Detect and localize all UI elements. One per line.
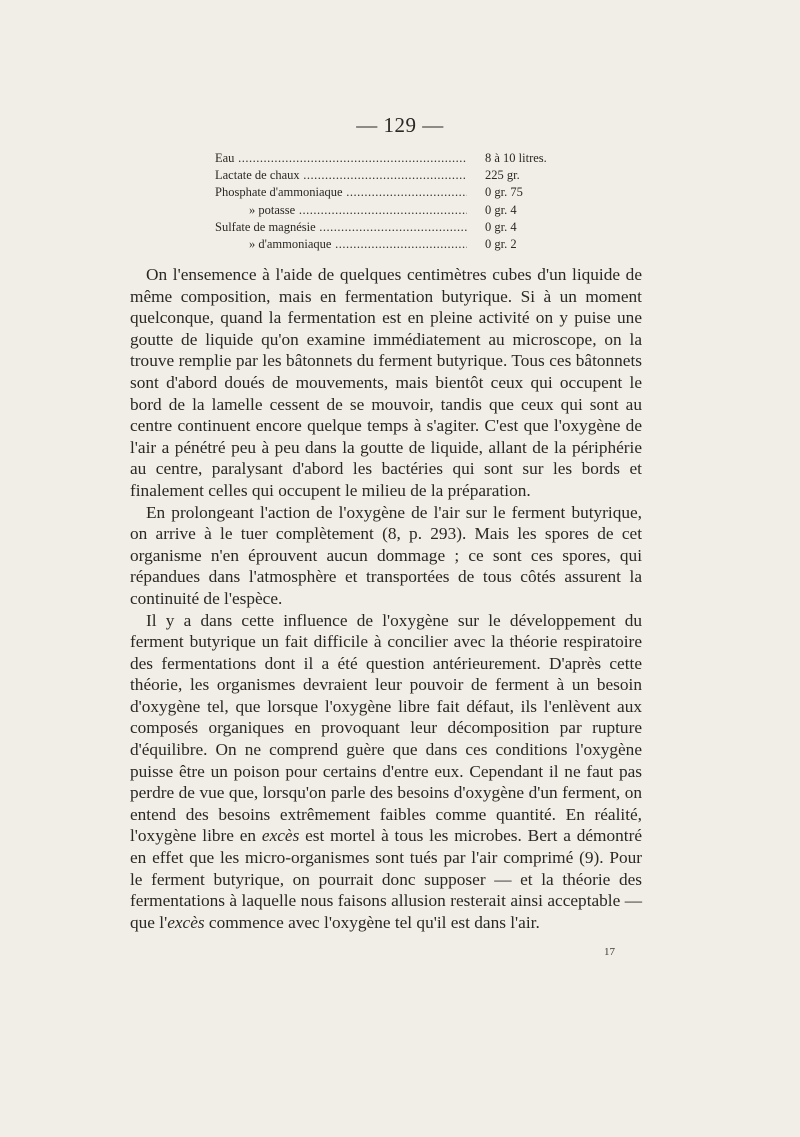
ingredient-name: Phosphate d'ammoniaque ..... <box>215 184 467 201</box>
ingredient-quantity: 0 gr. 75 <box>485 185 523 200</box>
paragraph-theorie-respiratoire <box>130 610 642 934</box>
ingredient-list <box>215 150 575 253</box>
emphasis-exces: excès <box>261 826 300 846</box>
body-text <box>130 264 642 933</box>
ingredient-quantity: 0 gr. 2 <box>485 237 517 252</box>
ingredient-quantity: 8 à 10 litres. <box>485 151 547 165</box>
paragraph-text-segment: est mortel à tous les microbes. Bert a démontré en effet que les micro-organismes sont tués par l'air comprimé (9). Pour le ferment butyrique, on pourrait donc supposer — et la théorie des fermentations à laquelle nous faisons allusion resterait ainsi acceptable — que l' <box>130 826 642 932</box>
ingredient-name: » potasse ..... <box>215 202 467 219</box>
paragraph-ensemencement: On l'ensemence à l'aide de quelques centimètres cubes d'un liquide de même composition, mais en fermentation butyrique. Si à un moment quelconque, quand la fermentation est en pleine activité on y puise une goutte de liquide qu'on examine immédiatement au microscope, on la trouve remplie par les bâtonnets du ferment butyrique. Tous ces bâtonnets sont d'abord doués de mouvements, mais bientôt ceux qui occupent le bord de la lamelle cessent de se mouvoir, tandis que ceux qui sont au centre continuent encore quelque temps à s'agiter. C'est que l'oxygène de l'air a pénétré peu à peu dans la goutte de liquide, allant de la périphérie au centre, paralysant d'abord les bactéries qui sont sur les bords et finalement celles qui occupent le milieu de la préparation. <box>130 265 642 500</box>
ingredient-row <box>215 150 575 167</box>
emphasis-exces: excès <box>167 912 205 932</box>
page-number: — 129 — <box>356 113 444 137</box>
ingredient-quantity: 225 gr. <box>485 168 520 183</box>
ingredient-row <box>215 202 575 219</box>
ingredient-quantity: 0 gr. 4 <box>485 219 517 234</box>
paragraph-text-segment: commence avec l'oxygène tel qu'il est dans l'air. <box>204 912 540 932</box>
ingredient-name: » d'ammoniaque ..... <box>215 236 467 253</box>
ingredient-name: Sulfate de magnésie ..... <box>215 219 467 236</box>
ingredient-row <box>215 167 575 184</box>
signature-mark: 17 <box>604 946 615 958</box>
ingredient-row <box>215 184 575 201</box>
paragraph-text-segment: Il y a dans cette influence de l'oxygène sur le développement du ferment butyrique un fait difficile à concilier avec la théorie respiratoire des fermentations dont il a été question antérieurement. D'après cette théorie, les organismes devraient leur pouvoir de ferment à un besoin d'oxygène tel, que lorsque l'oxygène libre fait défaut, ils l'enlèvent aux composés organiques en provoquant leur décomposition par rupture d'équilibre. On ne comprend guère que dans ces conditions l'oxygène puisse être un poison pour certains d'entre eux. Cependant il ne faut pas perdre de vue que, lorsqu'on parle des besoins d'oxygène d'un ferment, on entend des besoins extrêmement faibles comme quantité. En réalité, l'oxygène libre en <box>130 610 642 846</box>
ingredient-name: Lactate de chaux ..... <box>215 167 467 184</box>
ingredient-name: Eau ..... <box>215 150 467 167</box>
ingredient-row <box>215 236 575 253</box>
ingredient-row <box>215 219 575 236</box>
ingredient-quantity: 0 gr. 4 <box>485 202 517 217</box>
paragraph-oxygene-action: En prolongeant l'action de l'oxygène de l'air sur le ferment butyrique, on arrive à le tuer complètement (8, p. 293). Mais les spores de cet organisme n'en éprouvent aucun dommage ; ce sont ces spores, qui répandues dans l'atmosphère et transportées de tous côtés assurent la continuité de l'espèce. <box>130 502 642 608</box>
